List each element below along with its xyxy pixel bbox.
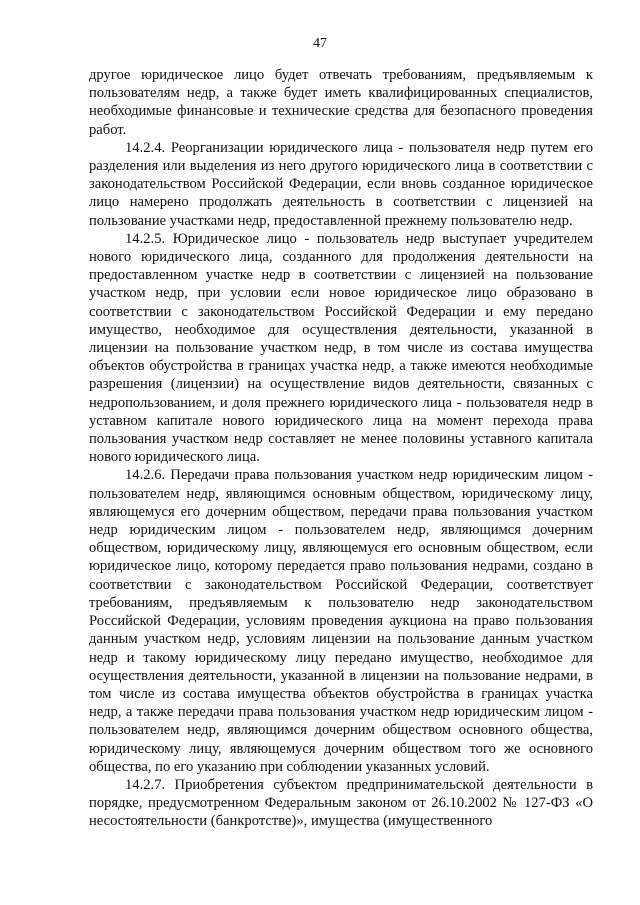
paragraph-14-2-4: 14.2.4. Реорганизации юридического лица - пользователя недр путем его разделения или выделения из него другого юридического лица в соответствии с законодательством Российской Федерации, если вновь созданное юридическое лицо намерено продолжать деятельность в соответствии с лицензией на пользование участками недр, предоставленной прежнему пользователю недр. [89,139,593,229]
page-number: 47 [313,36,327,51]
paragraph-14-2-6: 14.2.6. Передачи права пользования участком недр юридическим лицом - пользователем недр, являющимся основным обществом, юридическому лицу, являющемуся его дочерним обществом, передачи права пользования участком недр юридическим лицом - пользователем недр, являющимся дочерним обществом, юридическому лицу, являющемуся его основным обществом, если юридическое лицо, которому передается право пользования недрами, создано в соответствии с законодательством Российской Федерации, соответствует требованиям, предъявляемым к пользователю недр законодательством Российской Федерации, условиям проведения аукциона на право пользования данным участком недр, условиям лицензии на пользование данным участком недр и такому юридическому лицу передано имущество, необходимое для осуществления деятельности, указанной в лицензии на пользование недрами, в том числе из состава имущества объектов обустройства в границах участка недр, а также передачи права пользования участком недр юридическим лицом - пользователем недр, являющимся дочерним обществом основного общества, юридическому лицу, являющемуся дочерним обществом того же основного общества, по его указанию при соблюдении указанных условий. [89,467,593,775]
document-body [89,66,593,831]
paragraph-continuation: другое юридическое лицо будет отвечать требованиям, предъявляемым к пользователям недр, а также будет иметь квалифицированных специалистов, необходимые финансовые и технические средства для безопасного проведения работ. [89,67,593,138]
paragraph-14-2-5: 14.2.5. Юридическое лицо - пользователь недр выступает учредителем нового юридического лица, созданного для продолжения деятельности на предоставленном участке недр в соответствии с лицензией на пользование участком недр, при условии если новое юридическое лицо образовано в соответствии с законодательством Российской Федерации и ему передано имущество, необходимое для осуществления деятельности, указанной в лицензии на пользование участком недр, в том числе из состава имущества объектов обустройства в границах участка недр, а также имеются необходимые разрешения (лицензии) на осуществление видов деятельности, связанных с недропользованием, и доля прежнего юридического лица - пользователя недр в уставном капитале нового юридического лица на момент перехода права пользования участком недр составляет не менее половины уставного капитала нового юридического лица. [89,230,593,466]
paragraph-14-2-7: 14.2.7. Приобретения субъектом предпринимательской деятельности в порядке, предусмотренном Федеральным законом от 26.10.2002 № 127-ФЗ «О несостоятельности (банкротстве)», имущества (имущественного [89,776,593,830]
